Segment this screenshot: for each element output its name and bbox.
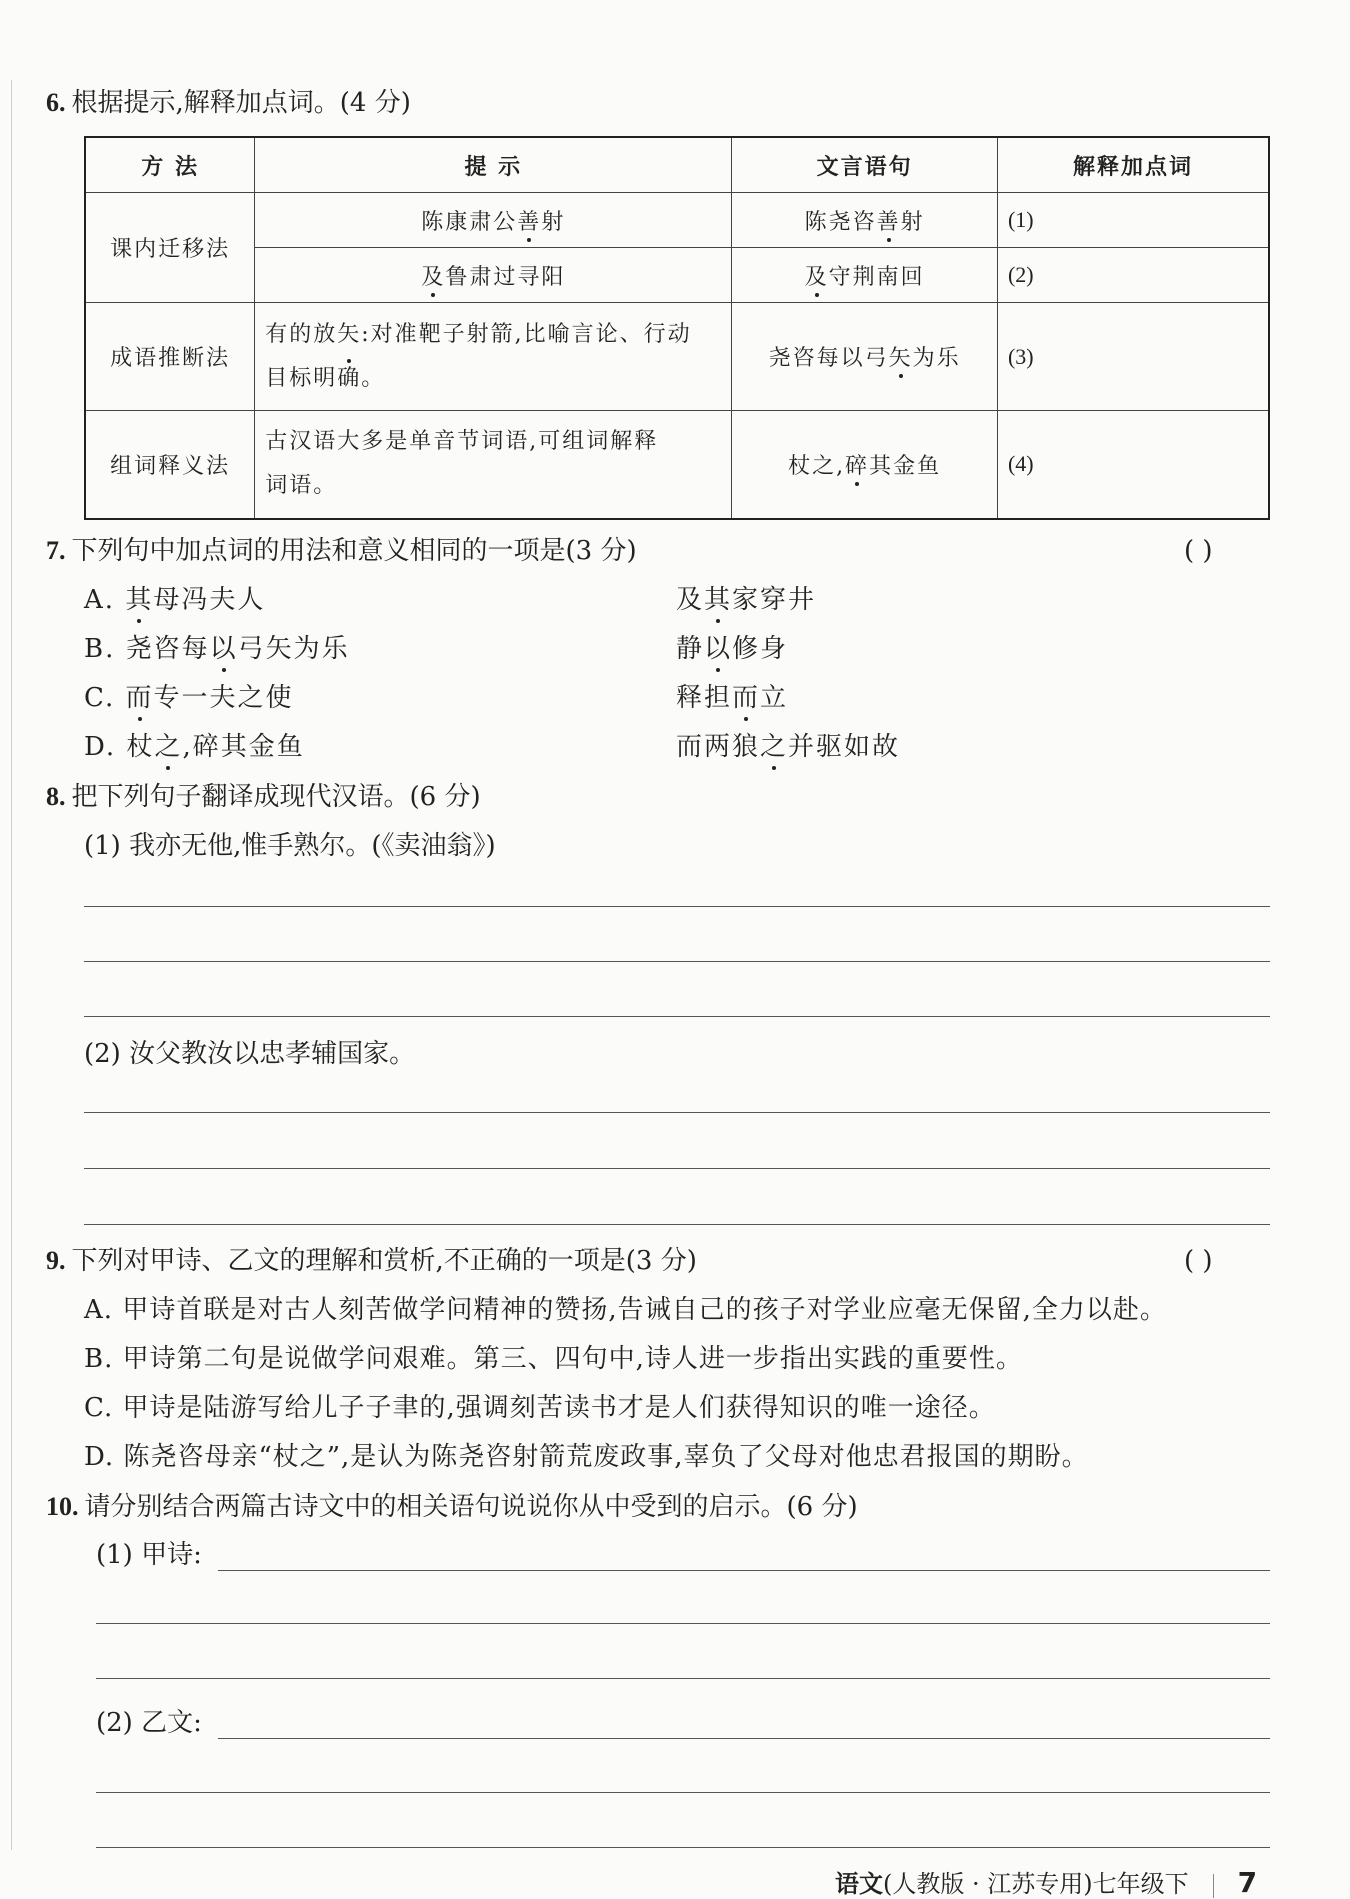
answer-line[interactable] xyxy=(84,1016,1270,1017)
option-b-right: 静以修身 xyxy=(676,634,789,664)
option-d-right: 而两狼之并驱如故 xyxy=(676,732,901,762)
method-cell: 组词释义法 xyxy=(85,411,255,519)
margin-rule xyxy=(11,80,12,1850)
option-c[interactable]: C. 而专一夫之使 xyxy=(84,683,294,713)
answer-line[interactable] xyxy=(96,1623,1270,1624)
sub-item: (2) 汝父教汝以忠孝辅国家。 xyxy=(84,1039,416,1069)
option-d[interactable]: D. 杖之,碎其金鱼 xyxy=(84,732,305,762)
answer-line[interactable] xyxy=(96,1678,1270,1679)
option-label: C. xyxy=(84,1393,114,1423)
method-cell: 课内迁移法 xyxy=(85,193,255,303)
question-text: 下列句中加点词的用法和意义相同的一项是(3 分) xyxy=(71,536,637,566)
question-text: 下列对甲诗、乙文的理解和赏析,不正确的一项是(3 分) xyxy=(71,1246,697,1276)
answer-line[interactable] xyxy=(218,1738,1270,1739)
footer-subject: 语文 xyxy=(835,1870,883,1898)
option-c[interactable] xyxy=(84,1391,996,1425)
hint-table xyxy=(84,136,1270,520)
answer-cell[interactable]: (2) xyxy=(997,248,1269,303)
header-sentence: 文言语句 xyxy=(732,137,998,193)
question-number: 8. xyxy=(46,782,66,811)
question-number: 6. xyxy=(46,88,66,117)
question-9 xyxy=(46,1244,1276,1278)
answer-line[interactable] xyxy=(84,961,1270,962)
question-8 xyxy=(46,780,481,814)
question-number: 10. xyxy=(46,1492,79,1521)
header-method: 方 法 xyxy=(85,137,255,193)
option-b[interactable]: B. 尧咨每以弓矢为乐 xyxy=(84,634,350,664)
option-text: 甲诗是陆游写给儿子子聿的,强调刻苦读书才是人们获得知识的唯一途径。 xyxy=(122,1393,996,1423)
question-6 xyxy=(46,86,411,120)
answer-line[interactable] xyxy=(96,1792,1270,1793)
hint-cell: 及鲁肃过寻阳 xyxy=(255,248,732,303)
answer-line[interactable] xyxy=(218,1570,1270,1571)
option-label: B. xyxy=(84,1344,114,1374)
option-label: B. xyxy=(84,634,116,664)
option-label: A. xyxy=(84,1295,114,1325)
hint-cell: 有的放矢:对准靶子射箭,比喻言论、行动 目标明确。 xyxy=(255,303,732,411)
option-b[interactable] xyxy=(84,1342,1023,1376)
option-label: D. xyxy=(84,732,117,762)
answer-cell[interactable]: (1) xyxy=(997,193,1269,248)
question-text: 请分别结合两篇古诗文中的相关语句说说你从中受到的启示。(6 分) xyxy=(84,1492,858,1522)
question-10 xyxy=(46,1490,858,1524)
method-cell: 成语推断法 xyxy=(85,303,255,411)
hint-cell: 陈康肃公善射 xyxy=(255,193,732,248)
answer-line[interactable] xyxy=(84,1112,1270,1113)
option-a[interactable]: A. 其母冯夫人 xyxy=(84,585,266,615)
sub-item-label: (2) 乙文: xyxy=(96,1708,202,1738)
header-hint: 提 示 xyxy=(255,137,732,193)
option-a[interactable] xyxy=(84,1293,1167,1327)
option-text: 甲诗首联是对古人刻苦做学问精神的赞扬,告诫自己的孩子对学业应毫无保留,全力以赴。 xyxy=(122,1295,1167,1325)
question-text: 把下列句子翻译成现代汉语。(6 分) xyxy=(71,782,481,812)
answer-cell[interactable]: (4) xyxy=(997,411,1269,519)
answer-line[interactable] xyxy=(84,906,1270,907)
answer-line[interactable] xyxy=(84,1224,1270,1225)
answer-line[interactable] xyxy=(84,1168,1270,1169)
option-text: 甲诗第二句是说做学问艰难。第三、四句中,诗人进一步指出实践的重要性。 xyxy=(122,1344,1023,1374)
header-explanation: 解释加点词 xyxy=(997,137,1269,193)
footer-divider xyxy=(1213,1874,1214,1898)
sub-item: (1) 我亦无他,惟手熟尔。(《卖油翁》) xyxy=(84,831,496,861)
sub-item-label: (1) 甲诗: xyxy=(96,1540,202,1570)
sentence-cell: 及守荆南回 xyxy=(732,248,998,303)
question-number: 9. xyxy=(46,1246,66,1275)
option-d[interactable] xyxy=(84,1440,1089,1474)
answer-line[interactable] xyxy=(96,1847,1270,1848)
option-a-right: 及其家穿井 xyxy=(676,585,817,615)
question-7 xyxy=(46,534,1276,568)
option-c-right: 释担而立 xyxy=(676,683,789,713)
answer-cell[interactable]: (3) xyxy=(997,303,1269,411)
option-label: C. xyxy=(84,683,116,713)
sentence-cell: 尧咨每以弓矢为乐 xyxy=(732,303,998,411)
footer-edition: (人教版 · 江苏专用)七年级下 xyxy=(883,1870,1189,1898)
sentence-cell: 杖之,碎其金鱼 xyxy=(732,411,998,519)
option-label: D. xyxy=(84,1442,115,1472)
sentence-cell: 陈尧咨善射 xyxy=(732,193,998,248)
page-number: 7 xyxy=(1237,1866,1258,1899)
option-text: 陈尧咨母亲“杖之”,是认为陈尧咨射箭荒废政事,辜负了父母对他忠君报国的期盼。 xyxy=(123,1442,1089,1472)
answer-bracket[interactable]: ( ) xyxy=(1184,1246,1213,1276)
page-footer xyxy=(835,1864,1257,1899)
hint-cell: 古汉语大多是单音节词语,可组词解释 词语。 xyxy=(255,411,732,519)
option-label: A. xyxy=(84,585,116,615)
question-text: 根据提示,解释加点词。(4 分) xyxy=(71,88,411,118)
question-number: 7. xyxy=(46,536,66,565)
answer-bracket[interactable]: ( ) xyxy=(1184,536,1213,566)
